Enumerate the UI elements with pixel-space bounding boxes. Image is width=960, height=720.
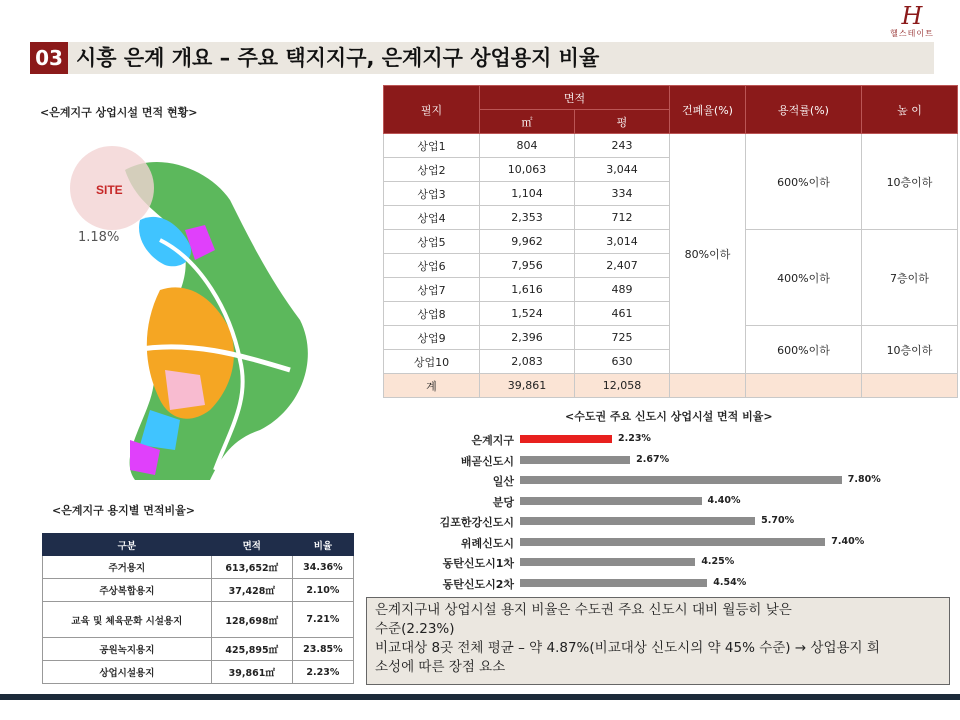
footer-bar <box>0 694 960 700</box>
bar-row <box>410 492 910 512</box>
table-header-row <box>43 534 354 556</box>
header-area-m2: ㎡ <box>480 110 575 134</box>
cell-empty <box>746 374 862 398</box>
land-use-table <box>42 533 354 684</box>
bar-row <box>410 471 910 491</box>
cell-m2: 2,396 <box>480 326 575 350</box>
cell-floor-ratio: 600%이하 <box>746 326 862 374</box>
cell-py: 3,014 <box>575 230 670 254</box>
cell-category: 교육 및 체육문화 시설용지 <box>43 602 212 638</box>
cell-m2: 10,063 <box>480 158 575 182</box>
bar <box>520 558 695 566</box>
bar <box>520 579 707 587</box>
note-line: 은계지구내 상업시설 용지 비율은 수도권 주요 신도시 대비 월등히 낮은 <box>375 602 792 618</box>
bar-value-label: 7.80% <box>847 474 881 485</box>
cell-floor-ratio: 400%이하 <box>746 230 862 326</box>
bar-row <box>410 533 910 553</box>
cell-total-py: 12,058 <box>575 374 670 398</box>
cell-py: 3,044 <box>575 158 670 182</box>
cell-py: 334 <box>575 182 670 206</box>
bar-value-label: 4.54% <box>713 576 747 588</box>
bar-row <box>410 451 910 471</box>
bar-category-label: 은계지구 <box>471 434 514 447</box>
bar-value-label: 4.40% <box>707 494 741 506</box>
cell-area: 128,698㎡ <box>211 602 292 638</box>
cell-empty <box>670 374 746 398</box>
bar-value-label: 4.25% <box>701 556 735 567</box>
header-height: 높 이 <box>862 86 958 134</box>
bar-category-label: 분당 <box>492 495 514 509</box>
header-area-py: 평 <box>575 110 670 134</box>
cell-empty <box>862 374 958 398</box>
section-number: 03 <box>30 42 68 74</box>
bar <box>520 517 755 525</box>
cell-total-m2: 39,861 <box>480 374 575 398</box>
table-header-row <box>384 86 958 110</box>
bar <box>520 476 842 484</box>
area-table-heading: <은계지구 용지별 면적비율> <box>52 504 195 517</box>
page-title: 시흥 은계 개요 – 주요 택지지구, 은계지구 상업용지 비율 <box>76 46 600 70</box>
cell-ratio: 23.85% <box>292 638 353 661</box>
cell-py: 725 <box>575 326 670 350</box>
bar <box>520 497 702 505</box>
cell-py: 712 <box>575 206 670 230</box>
cell-m2: 804 <box>480 134 575 158</box>
cell-category: 공원녹지용지 <box>43 638 212 661</box>
bar-category-label: 배곧신도시 <box>460 454 514 468</box>
cell-lot: 상업7 <box>384 278 480 302</box>
column-header: 비율 <box>292 534 353 556</box>
title-bar <box>30 42 934 74</box>
cell-ratio: 2.23% <box>292 661 353 684</box>
bar-row <box>410 512 910 532</box>
bar-category-label: 동탄신도시1차 <box>442 557 514 570</box>
cell-m2: 2,353 <box>480 206 575 230</box>
cell-py: 243 <box>575 134 670 158</box>
table-row <box>43 602 354 638</box>
cell-py: 630 <box>575 350 670 374</box>
cell-category: 주상복합용지 <box>43 579 212 602</box>
cell-m2: 2,083 <box>480 350 575 374</box>
cell-lot: 상업10 <box>384 350 480 374</box>
company-logo <box>882 4 942 40</box>
column-header: 면적 <box>211 534 292 556</box>
bar-category-label: 일산 <box>492 475 514 488</box>
bar-value-label: 5.70% <box>761 515 795 526</box>
table-row <box>43 638 354 661</box>
bar-row <box>410 430 910 450</box>
site-label: SITE <box>96 183 123 197</box>
cell-area: 39,861㎡ <box>211 661 292 684</box>
cell-lot: 상업2 <box>384 158 480 182</box>
bar <box>520 538 825 546</box>
site-percent: 1.18% <box>78 230 120 245</box>
logo-mark: H <box>901 2 923 30</box>
cell-lot: 상업4 <box>384 206 480 230</box>
cell-m2: 1,104 <box>480 182 575 206</box>
header-lot: 필지 <box>384 86 480 134</box>
cell-py: 489 <box>575 278 670 302</box>
comparison-bar-chart <box>410 430 910 590</box>
cell-ratio: 2.10% <box>292 579 353 602</box>
cell-py: 2,407 <box>575 254 670 278</box>
bar-value-label: 7.40% <box>831 535 865 547</box>
bar-category-label: 김포한강신도시 <box>439 516 514 529</box>
bar-row <box>410 553 910 573</box>
site-map <box>40 130 360 490</box>
bar <box>520 435 612 443</box>
cell-lot: 상업5 <box>384 230 480 254</box>
cell-height: 10층이하 <box>862 134 958 230</box>
bar-value-label: 2.23% <box>617 433 651 444</box>
header-area: 면적 <box>480 86 670 110</box>
table-row <box>384 134 958 158</box>
cell-floor-ratio: 600%이하 <box>746 134 862 230</box>
note-line: 소성에 따른 장점 요소 <box>375 659 506 675</box>
bar-category-label: 동탄신도시2차 <box>442 577 514 591</box>
cell-category: 주거용지 <box>43 556 212 579</box>
bar <box>520 456 630 464</box>
cell-area: 613,652㎡ <box>211 556 292 579</box>
bar-category-label: 위례신도시 <box>460 536 514 550</box>
table-row <box>43 661 354 684</box>
cell-area: 425,895㎡ <box>211 638 292 661</box>
cell-m2: 7,956 <box>480 254 575 278</box>
cell-m2: 1,524 <box>480 302 575 326</box>
column-header: 구분 <box>43 534 212 556</box>
cell-lot: 상업1 <box>384 134 480 158</box>
table-total-row <box>384 374 958 398</box>
logo-text: 헬스테이트 <box>890 29 934 38</box>
cell-area: 37,428㎡ <box>211 579 292 602</box>
bar-row <box>410 574 910 594</box>
chart-title: <수도권 주요 신도시 상업시설 면적 비율> <box>565 410 773 423</box>
map-pink-area <box>165 370 205 410</box>
cell-lot: 상업9 <box>384 326 480 350</box>
cell-m2: 1,616 <box>480 278 575 302</box>
table-row <box>43 579 354 602</box>
cell-lot: 상업6 <box>384 254 480 278</box>
cell-py: 461 <box>575 302 670 326</box>
cell-lot: 상업3 <box>384 182 480 206</box>
map-heading: <은계지구 상업시설 면적 현황> <box>40 106 198 119</box>
summary-note <box>366 597 950 685</box>
cell-category: 상업시설용지 <box>43 661 212 684</box>
note-line: 수준(2.23%) <box>375 621 455 637</box>
bar-value-label: 2.67% <box>636 453 670 465</box>
cell-m2: 9,962 <box>480 230 575 254</box>
cell-ratio: 34.36% <box>292 556 353 579</box>
cell-total-label: 계 <box>384 374 480 398</box>
cell-height: 10층이하 <box>862 326 958 374</box>
commercial-lot-table <box>383 85 958 398</box>
cell-coverage: 80%이하 <box>670 134 746 374</box>
note-line: 비교대상 8곳 전체 평균 – 약 4.87%(비교대상 신도시의 약 45% 수준) → 상업용지 희 <box>375 640 880 656</box>
cell-height: 7층이하 <box>862 230 958 326</box>
header-coverage: 건폐율(%) <box>670 86 746 134</box>
table-row <box>43 556 354 579</box>
header-floor-ratio: 용적률(%) <box>746 86 862 134</box>
cell-ratio: 7.21% <box>292 602 353 638</box>
cell-lot: 상업8 <box>384 302 480 326</box>
